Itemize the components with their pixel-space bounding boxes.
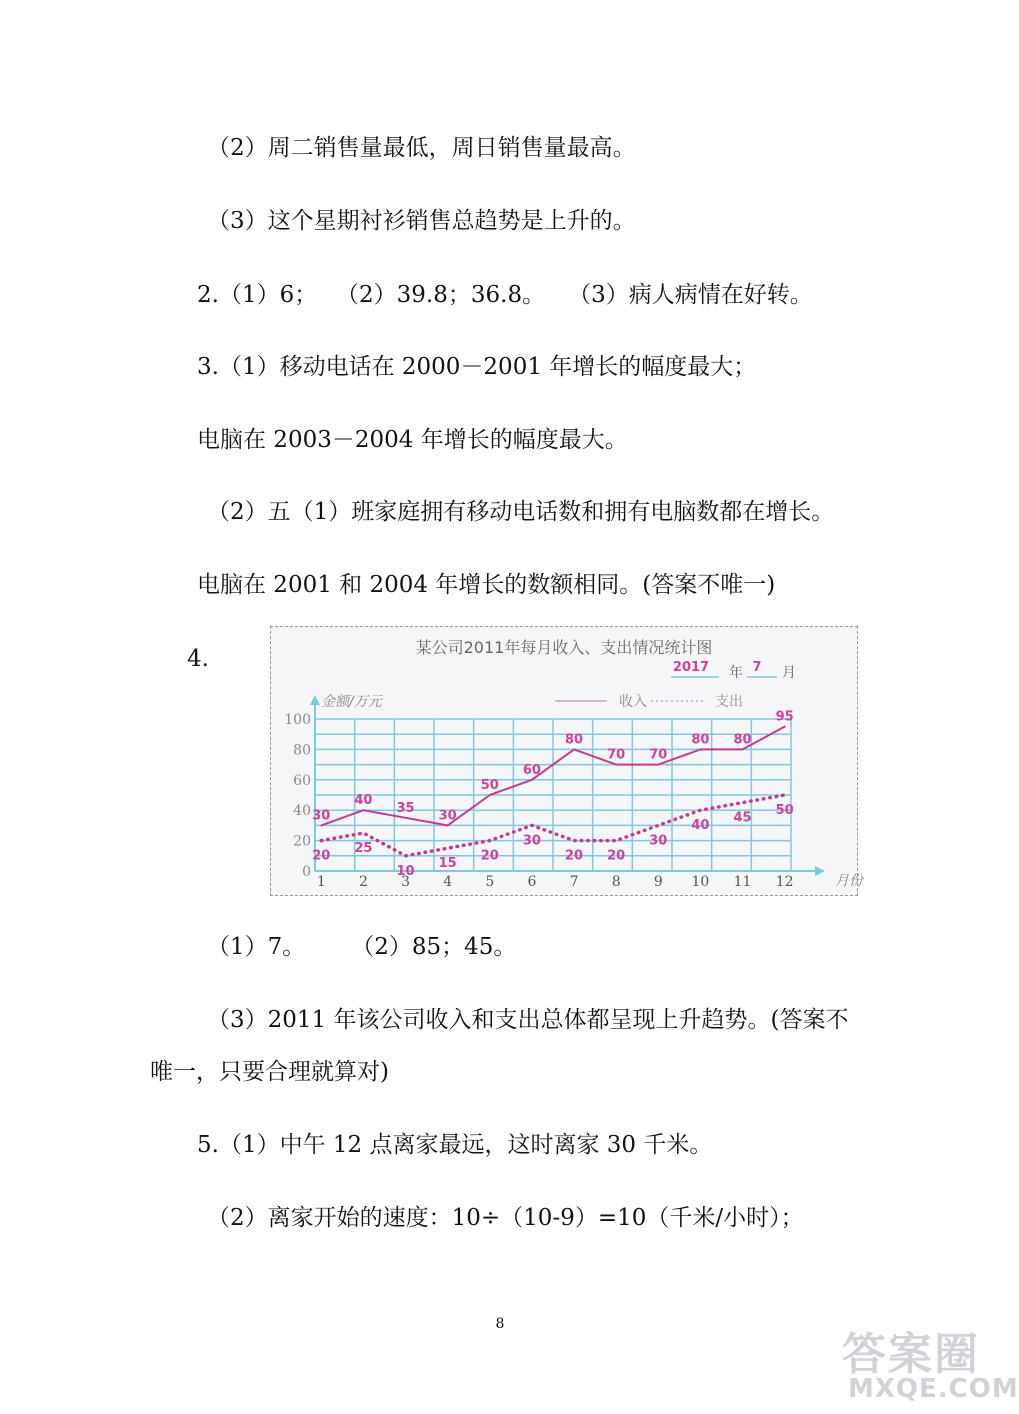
chart-date-month-unit: 月 [782,665,796,681]
x-tick-label: 9 [653,874,663,890]
answer-line-3: 2.（1）6； （2）39.8；36.8。 （3）病人病情在好转。 [197,282,813,308]
watermark-logo [838,1318,1019,1410]
data-label-income: 40 [354,793,373,809]
chart-date-month: 7 [752,660,762,675]
data-label-income: 70 [607,747,626,763]
data-label-income: 95 [775,709,794,725]
y-axis-arrow [310,695,320,705]
data-label-expense: 40 [691,818,710,834]
line-chart [270,626,863,896]
answer-line-7: 电脑在 2001 和 2004 年增长的数额相同。(答案不唯一) [197,572,776,598]
data-label-income: 30 [438,808,457,824]
page-number: 8 [495,1316,505,1332]
legend-expense-label: 支出 [715,694,743,710]
x-tick-label: 3 [401,874,411,890]
answer-line-4: 3.（1）移动电话在 2000－2001 年增长的幅度最大； [197,354,757,380]
x-tick-label: 10 [691,874,710,890]
chart-date-year: 2017 [672,660,710,675]
data-label-expense: 25 [354,841,373,856]
data-label-expense: 15 [438,856,457,872]
x-tick-label: 7 [569,874,579,890]
x-tick-label: 1 [316,874,326,890]
answer-line-1: （2）周二销售量最低，周日销售量最高。 [207,135,636,161]
y-tick-label: 100 [284,712,311,728]
answer-line-8: （1）7。 （2）85；45。 [207,934,517,960]
data-label-expense: 10 [396,863,415,879]
legend-income-label: 收入 [619,694,647,710]
answer-line-11: 5.（1）中午 12 点离家最远，这时离家 30 千米。 [197,1132,713,1158]
data-label-income: 80 [733,732,752,748]
x-tick-label: 5 [485,874,495,890]
chart-svg [271,627,863,895]
watermark-url: MXQE.COM [848,1374,1019,1404]
data-label-income: 70 [649,747,668,763]
y-tick-label: 60 [293,772,311,789]
y-tick-label: 0 [302,864,311,880]
x-tick-label: 2 [358,874,368,890]
data-label-expense: 20 [565,848,584,864]
answer-line-6: （2）五（1）班家庭拥有移动电话数和拥有电脑数都在增长。 [207,499,835,525]
answer-line-10: 唯一，只要合理就算对) [150,1059,389,1085]
answer-line-5: 电脑在 2003－2004 年增长的幅度最大。 [197,427,628,453]
data-label-expense: 45 [733,810,752,826]
chart-title: 某公司2011年每月收入、支出情况统计图 [415,638,713,657]
data-label-income: 30 [312,808,331,824]
x-tick-label: 12 [775,874,794,890]
x-tick-label: 11 [733,874,752,890]
data-label-expense: 50 [775,803,794,818]
x-tick-label: 4 [443,874,453,890]
data-label-income: 50 [480,778,499,793]
y-tick-label: 20 [293,833,311,850]
data-label-expense: 30 [649,833,668,849]
x-axis-label: 月份 [835,873,863,889]
x-axis-arrow [815,866,825,876]
data-label-income: 80 [691,732,710,748]
y-tick-label: 80 [293,742,311,759]
data-label-expense: 20 [312,848,331,864]
data-label-expense: 20 [480,848,499,864]
answer-line-2: （3）这个星期衬衫销售总趋势是上升的。 [207,208,636,234]
y-tick-label: 40 [293,803,311,820]
answer-line-9: （3）2011 年该公司收入和支出总体都呈现上升趋势。(答案不 [207,1007,849,1033]
data-label-income: 60 [522,762,541,778]
question-number-4: 4. [187,646,209,672]
data-label-income: 35 [396,800,415,816]
watermark-text: 答案圈 [842,1329,980,1380]
data-label-income: 80 [565,732,584,748]
data-label-expense: 20 [607,848,626,864]
x-tick-label: 6 [527,874,537,890]
y-axis-label: 金额/万元 [321,694,382,710]
chart-date-year-unit: 年 [729,665,743,681]
data-label-expense: 30 [522,833,541,849]
answer-line-12: （2）离家开始的速度：10÷（10-9）=10（千米/小时）； [207,1205,804,1231]
x-tick-label: 8 [611,874,621,890]
